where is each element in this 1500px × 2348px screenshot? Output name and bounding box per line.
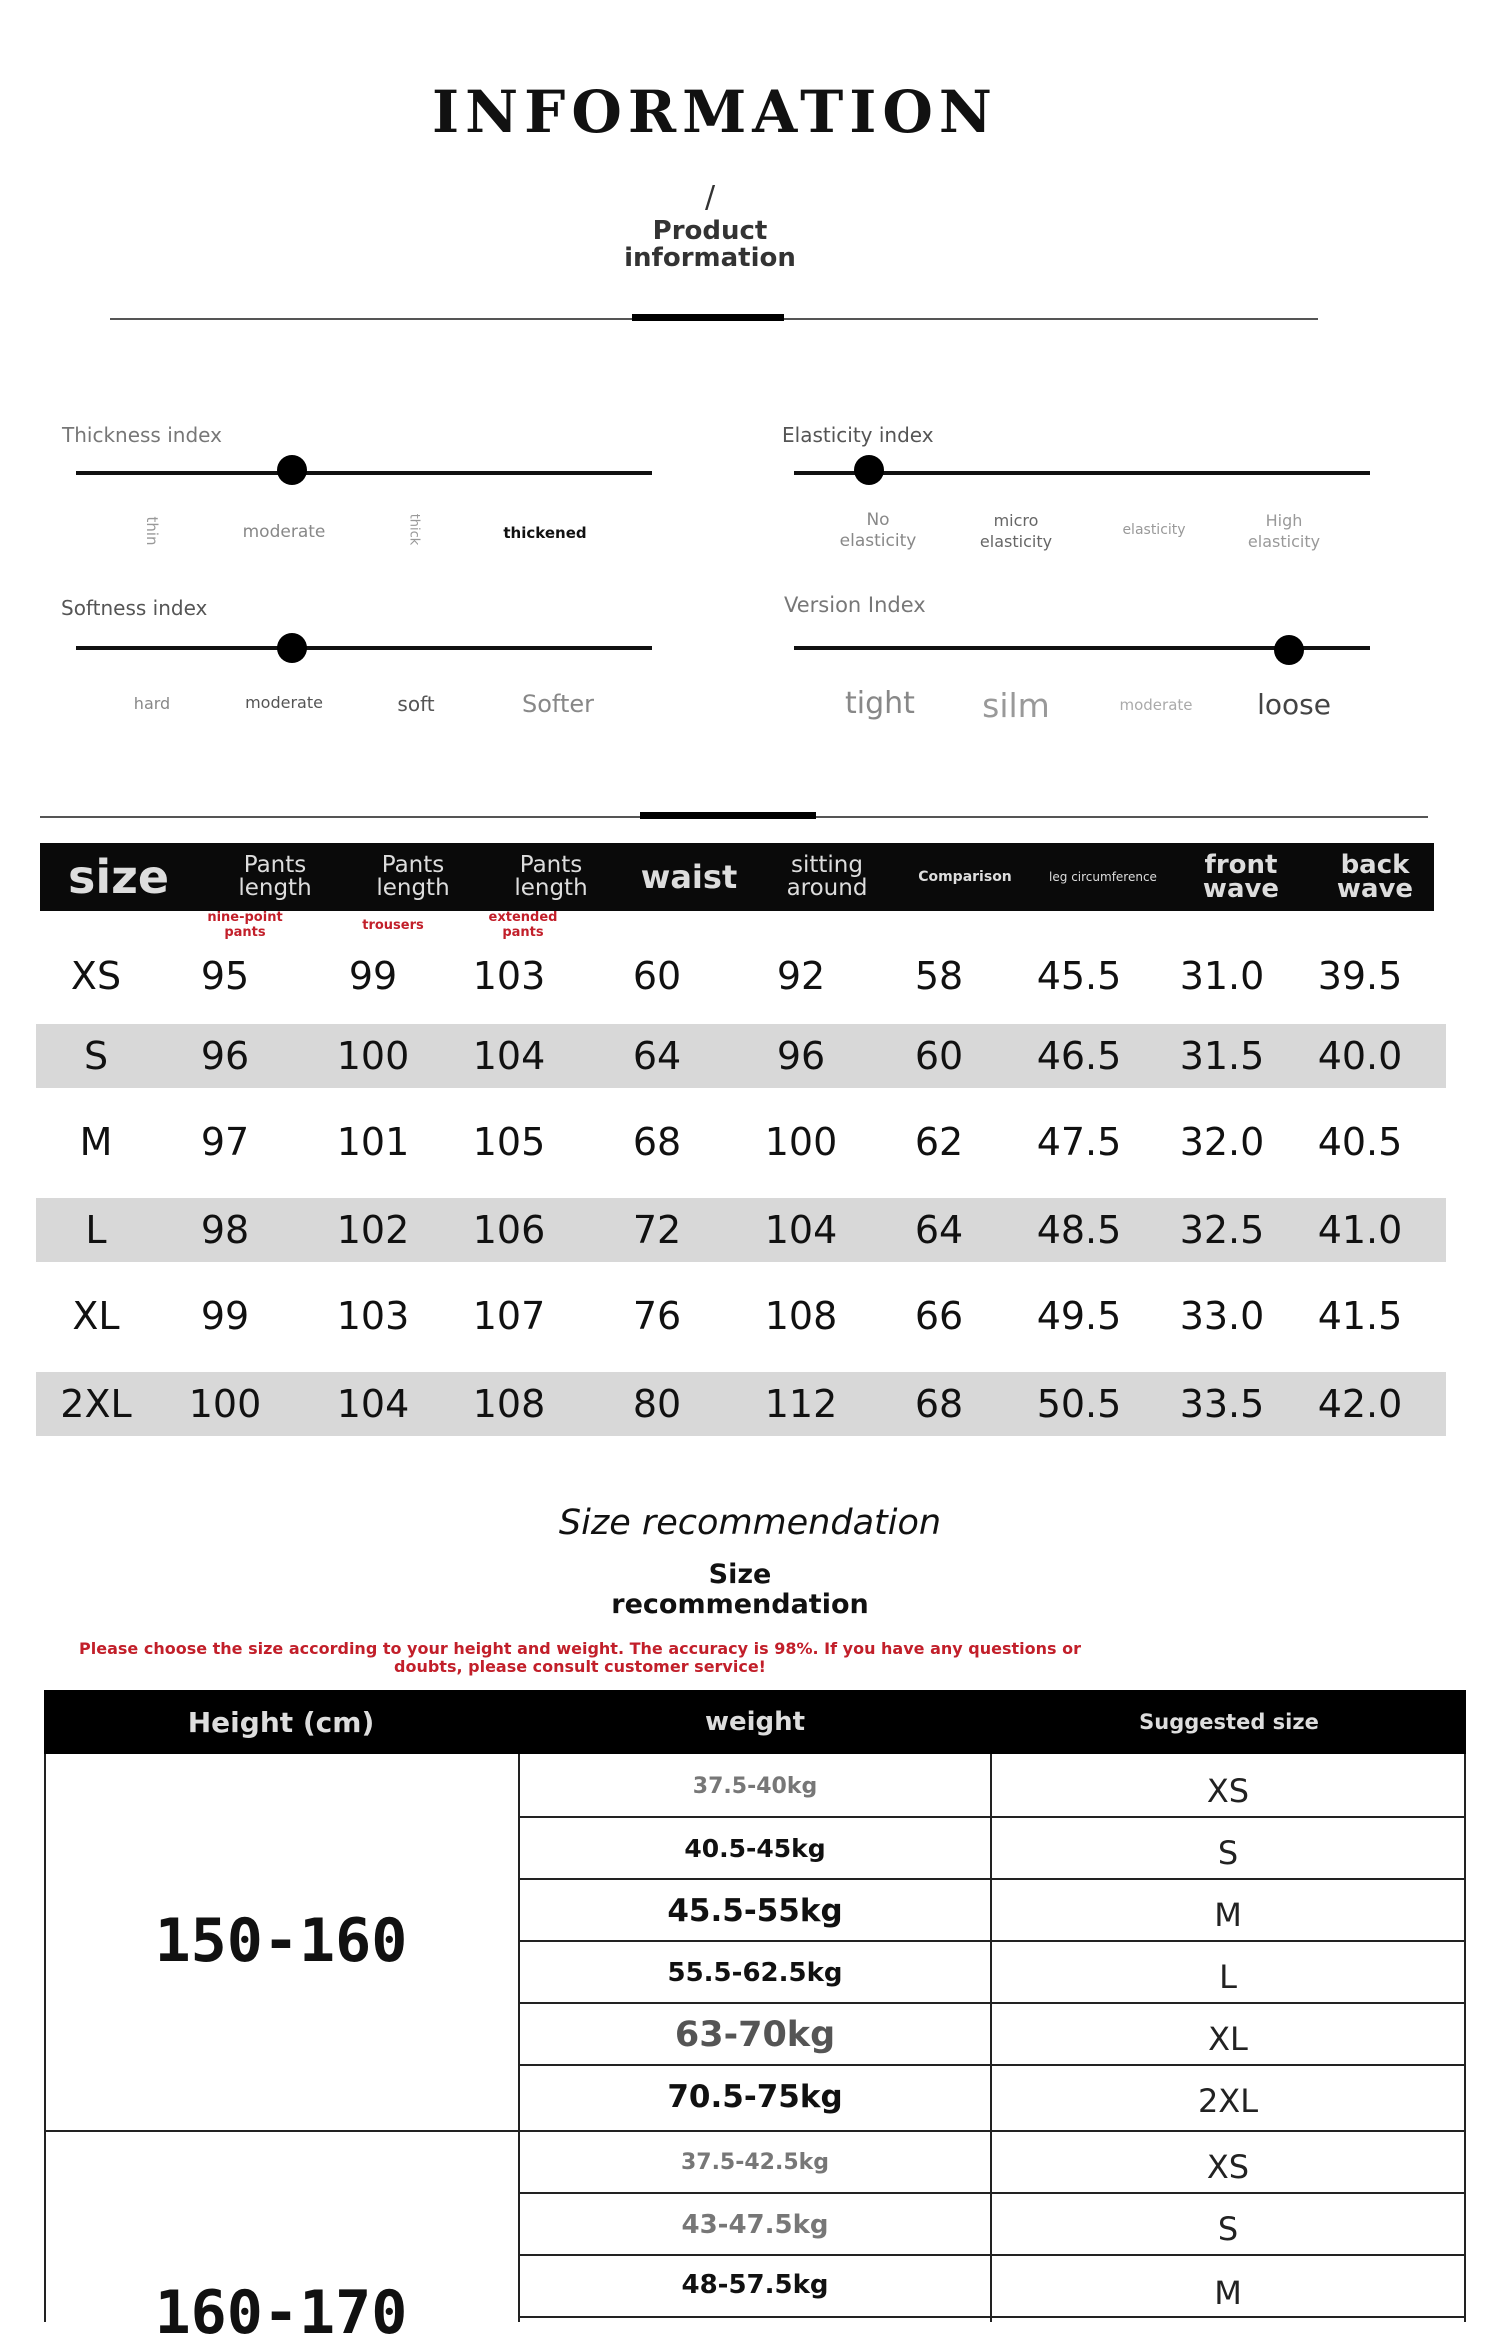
size-cell: 107 [472, 1294, 546, 1338]
size-cell: 46.5 [1036, 1034, 1122, 1078]
thickness-index-label: Thickness index [62, 423, 222, 447]
header-divider-accent [632, 314, 784, 321]
size-cell: 60 [632, 954, 682, 998]
size-cell: 64 [914, 1208, 964, 1252]
size-cell: 96 [200, 1034, 250, 1078]
size-cell: 39.5 [1317, 954, 1403, 998]
size-cell: 40.5 [1317, 1120, 1403, 1164]
rec-size: XL [1208, 2020, 1248, 2058]
size-cell: 50.5 [1036, 1382, 1122, 1426]
size-cell: 72 [632, 1208, 682, 1252]
header-pants-length-3: Pants length [514, 852, 588, 901]
size-cell: 99 [348, 954, 398, 998]
size-cell: 32.5 [1179, 1208, 1265, 1252]
recommendation-subtitle-line-1: Size [708, 1559, 772, 1590]
size-cell: 95 [200, 954, 250, 998]
rec-size: M [1214, 2274, 1242, 2312]
size-row-xs [36, 944, 1446, 1008]
size-cell: 106 [472, 1208, 546, 1252]
size-cell: 42.0 [1317, 1382, 1403, 1426]
page-subtitle [0, 218, 1420, 272]
rec-size: M [1214, 1896, 1242, 1934]
size-cell: 92 [776, 954, 826, 998]
elasticity-slider-knob [854, 455, 884, 485]
header-size: size [68, 849, 170, 904]
size-cell: 108 [764, 1294, 838, 1338]
size-cell: M [79, 1120, 113, 1164]
size-cell: 31.5 [1179, 1034, 1265, 1078]
rec-size: XS [1206, 1772, 1250, 1810]
size-cell: 103 [336, 1294, 410, 1338]
header-pants-length-1: Pants length [238, 852, 312, 901]
size-cell: 66 [914, 1294, 964, 1338]
rec-size: 2XL [1197, 2082, 1259, 2120]
recommendation-note: Please choose the size according to your height and weight. The accuracy is 98%. If you have any questions or doubts, please consult customer service! [79, 1639, 1081, 1676]
size-cell: 100 [764, 1120, 838, 1164]
size-cell: 32.0 [1179, 1120, 1265, 1164]
header-sitting-around: sitting around [786, 852, 868, 901]
size-cell: 101 [336, 1120, 410, 1164]
note-nine-point-pants: nine-point pants [207, 910, 283, 940]
softness-option-softer: Softer [522, 690, 594, 718]
size-cell: 103 [472, 954, 546, 998]
size-cell: 60 [914, 1034, 964, 1078]
rec-height-150-160: 150-160 [154, 1906, 408, 1976]
size-cell: 68 [632, 1120, 682, 1164]
note-trousers: trousers [362, 918, 424, 933]
size-cell: 31.0 [1179, 954, 1265, 998]
version-option-loose: loose [1257, 688, 1331, 721]
size-cell: 104 [472, 1034, 546, 1078]
rec-grid-left [44, 1754, 46, 2322]
size-cell: 58 [914, 954, 964, 998]
header-pants-length-2: Pants length [376, 852, 450, 901]
size-cell: XL [72, 1294, 120, 1338]
size-cell: 76 [632, 1294, 682, 1338]
size-cell: 108 [472, 1382, 546, 1426]
size-cell: 100 [336, 1034, 410, 1078]
recommendation-title: Size recommendation [558, 1503, 942, 1543]
recommendation-subtitle [0, 1560, 1480, 1620]
size-cell: 104 [336, 1382, 410, 1426]
size-cell: 33.5 [1179, 1382, 1265, 1426]
size-table-header [40, 843, 1434, 911]
thickness-option-thin: thin [143, 516, 161, 546]
size-cell: 33.0 [1179, 1294, 1265, 1338]
size-cell: 97 [200, 1120, 250, 1164]
size-table-divider-accent [640, 812, 816, 819]
size-cell: XS [70, 954, 122, 998]
size-cell: 96 [776, 1034, 826, 1078]
elasticity-option-micro: micro elasticity [979, 511, 1053, 551]
elasticity-index-label: Elasticity index [782, 423, 934, 447]
size-cell: 48.5 [1036, 1208, 1122, 1252]
size-cell: 41.0 [1317, 1208, 1403, 1252]
softness-slider-knob [277, 633, 307, 663]
rec-weight: 40.5-45kg [684, 1834, 826, 1863]
header-comparison: Comparison [918, 868, 1012, 885]
size-row-xl [36, 1284, 1446, 1348]
rec-weight: 55.5-62.5kg [667, 1958, 843, 1988]
softness-index-label: Softness index [61, 596, 208, 620]
size-cell: 104 [764, 1208, 838, 1252]
version-index-label: Version Index [784, 593, 926, 617]
rec-weight: 43-47.5kg [681, 2210, 829, 2240]
rec-weight: 37.5-40kg [692, 1774, 818, 1799]
size-cell: 40.0 [1317, 1034, 1403, 1078]
elasticity-option-elasticity: elasticity [1122, 522, 1186, 538]
size-row-m [36, 1110, 1446, 1174]
rec-weight: 45.5-55kg [667, 1893, 843, 1929]
softness-option-soft: soft [397, 692, 435, 716]
page-title: INFORMATION [432, 78, 998, 146]
rec-size: S [1217, 1834, 1239, 1872]
size-row-2xl [36, 1372, 1446, 1436]
rec-weight: 63-70kg [674, 2015, 836, 2055]
size-cell: 64 [632, 1034, 682, 1078]
size-cell: 47.5 [1036, 1120, 1122, 1164]
rec-grid-right [1464, 1754, 1466, 2322]
size-cell: 80 [632, 1382, 682, 1426]
header-leg-circumference: leg circumference [1049, 870, 1157, 884]
thickness-option-thickened: thickened [503, 524, 587, 542]
rec-weight: 37.5-42.5kg [680, 2150, 830, 2175]
version-option-tight: tight [845, 686, 915, 721]
rec-weight: 48-57.5kg [681, 2270, 829, 2300]
size-cell: 100 [188, 1382, 262, 1426]
rec-size: S [1217, 2210, 1239, 2248]
size-row-l [36, 1198, 1446, 1262]
size-cell: 98 [200, 1208, 250, 1252]
softness-option-moderate: moderate [245, 693, 323, 712]
size-cell: 62 [914, 1120, 964, 1164]
size-cell: 41.5 [1317, 1294, 1403, 1338]
size-cell: L [85, 1208, 107, 1252]
size-cell: 2XL [60, 1382, 132, 1426]
note-extended-pants: extended pants [488, 910, 558, 940]
title-slash: / [704, 180, 716, 215]
size-cell: 45.5 [1036, 954, 1122, 998]
rec-header-weight: weight [518, 1690, 992, 1754]
rec-height-160-170: 160-170 [154, 2278, 408, 2348]
elasticity-option-high: High elasticity [1247, 511, 1321, 551]
version-slider-knob [1274, 635, 1304, 665]
version-option-moderate: moderate [1119, 696, 1193, 714]
subtitle-line-1: Product [652, 216, 768, 246]
softness-slider-track [76, 646, 652, 650]
size-cell: 105 [472, 1120, 546, 1164]
recommendation-subtitle-line-2: recommendation [611, 1589, 869, 1620]
rec-header-suggested-size: Suggested size [992, 1690, 1466, 1754]
rec-header-height: Height (cm) [44, 1690, 518, 1754]
header-front-wave: front wave [1202, 850, 1280, 904]
thickness-slider-track [76, 471, 652, 475]
header-waist: waist [640, 857, 738, 896]
thickness-slider-knob [277, 455, 307, 485]
rec-weight: 70.5-75kg [667, 2079, 843, 2115]
rec-size: L [1219, 1958, 1237, 1996]
size-row-s [36, 1024, 1446, 1088]
size-cell: 102 [336, 1208, 410, 1252]
size-cell: 68 [914, 1382, 964, 1426]
elasticity-option-none: No elasticity [839, 510, 917, 551]
size-cell: S [83, 1034, 109, 1078]
version-option-silm: silm [982, 686, 1050, 725]
size-cell: 99 [200, 1294, 250, 1338]
header-back-wave: back wave [1336, 850, 1414, 904]
size-cell: 112 [764, 1382, 838, 1426]
rec-size: XS [1206, 2148, 1250, 2186]
size-cell: 49.5 [1036, 1294, 1122, 1338]
softness-option-hard: hard [133, 694, 171, 713]
subtitle-line-2: information [624, 243, 796, 273]
thickness-option-moderate: moderate [242, 522, 326, 542]
thickness-option-thick: thick [406, 513, 422, 546]
